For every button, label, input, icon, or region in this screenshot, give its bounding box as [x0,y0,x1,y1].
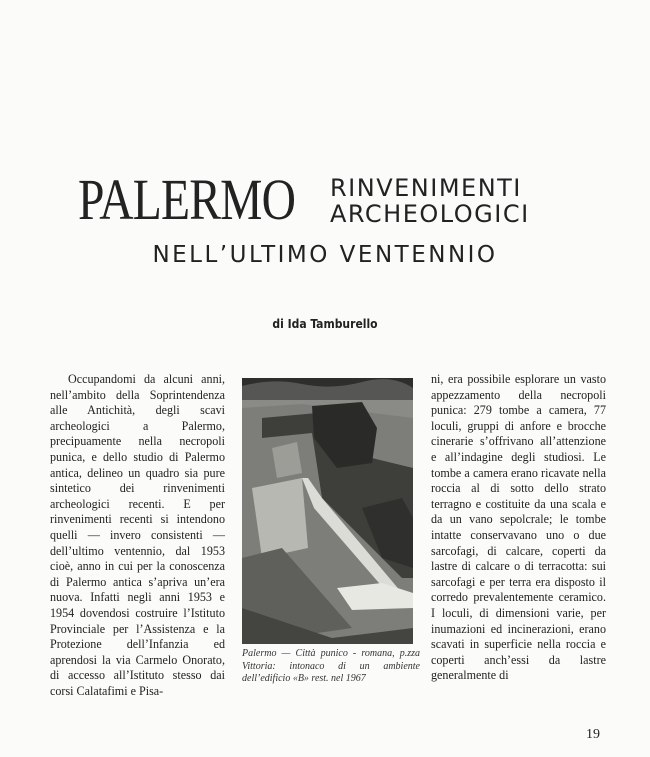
body-column-left: Occupandomi da alcuni anni, nell’ambito della Soprintendenza alle Antichità, degli scavi archeologici a Palermo, precipuamente nella necropoli punica, e dello studio di Palermo antica, delineo un quadro sia pure sintetico dei rinvenimenti archeologici recenti. E per rinvenimenti recenti si intendono quelli — invero consistenti — dell’ultimo ventennio, dal 1953 cioè, anno in cui per la conoscenza di Palermo antica s’apriva un’era nuova. Infatti negli anni 1953 e 1954 dovendosi costruire l’Istituto Provinciale per l’Assistenza e la Protezione dell’Infanzia ed aprendosi la via Carmelo Onorato, di accesso all’Istituto stesso dai corsi Calatafimi e Pisa- [50,372,225,698]
title-palermo: PALERMO [78,167,296,232]
article-title [78,167,578,240]
author-byline: di Ida Tamburello [272,317,378,331]
photo-caption: Palermo — Città punico - romana, p.zza Vittoria: intonaco di un ambiente dell’edificio «B» rest. nel 1967 [242,648,420,684]
title-sub-line2: ARCHEOLOGICI [330,200,530,228]
body-column-right: ni, era possibile esplorare un vasto appezzamento della necropoli punica: 279 tombe a camera, 77 loculi, gruppi di anfore e brocche cinerarie s’offrivano all’attenzione e all’indagine degli studiosi. Le tombe a camera erano ricavate nella roccia al di sotto dello strato terragno e costituite da una scala e da un vano sepolcrale; le tombe intatte conservavano uno o due sarcofagi, di calcare, coperti da lastre di calcare o di terracotta: sui sarcofagi e per terra era disposto il corredo prevalentemente ceramico. I loculi, di dimensioni varie, per inumazioni ed incinerazioni, erano scavati in superficie nella roccia e coperti anch’essi da lastre generalmente di [431,372,606,683]
excavation-photo [242,378,413,644]
title-sub-line1: RINVENIMENTI [330,174,522,202]
page-number: 19 [586,727,600,742]
title-line2: NELL’ULTIMO VENTENNIO [152,242,498,268]
